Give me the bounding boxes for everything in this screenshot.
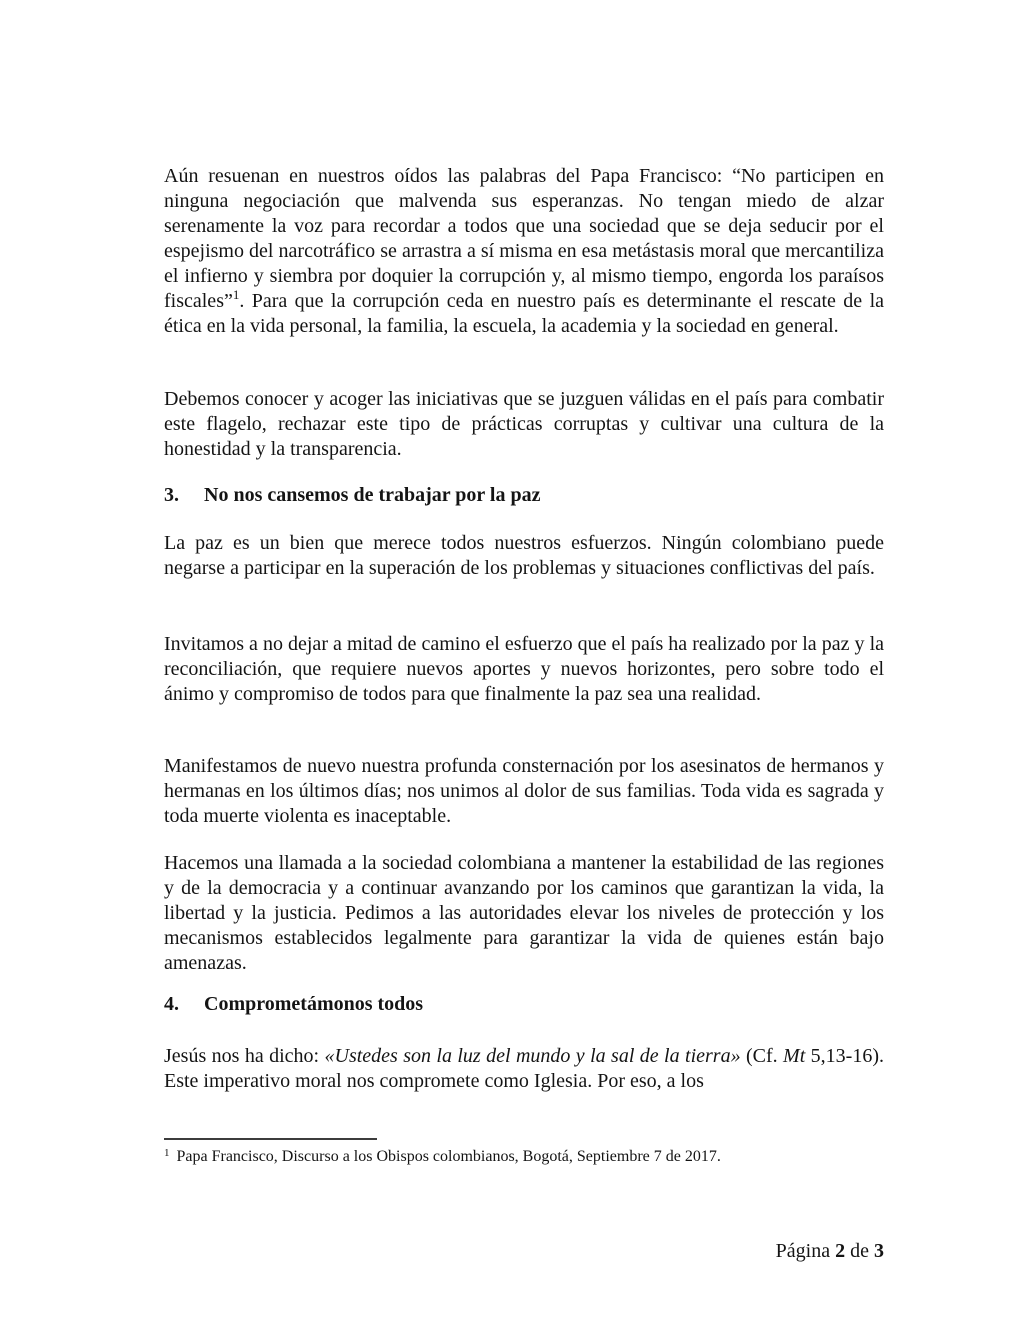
footnote-text: Papa Francisco, Discurso a los Obispos colombianos, Bogotá, Septiembre 7 de 2017. bbox=[176, 1148, 721, 1165]
paragraph-text: Aún resuenan en nuestros oídos las palabras del Papa Francisco: “No participen en ninguna negociación que malvenda sus esperanzas. No tengan miedo de alzar serenamente la voz para recordar a todos que una sociedad que se deja seducir por el espejismo del narcotráfico se arrastra a sí misma en esa metástasis moral que mercantiliza el infierno y siembra por doquier la corrupción y, al mismo tiempo, engorda los paraísos fiscales” bbox=[164, 165, 884, 312]
paragraph-invitamos: Invitamos a no dejar a mitad de camino el esfuerzo que el país ha realizado por la paz y la reconciliación, que requiere nuevos aportes y nuevos horizontes, pero sobre todo el ánimo y compromiso de todos para que finalmente la paz sea una realidad. bbox=[164, 633, 884, 705]
scripture-quote: «Ustedes son la luz del mundo y la sal de la tierra» bbox=[324, 1045, 741, 1067]
paragraph-text: 5,13-16). Este imperativo moral nos compromete como Iglesia. Por eso, a los bbox=[164, 1045, 884, 1092]
current-page-number: 2 bbox=[835, 1240, 846, 1262]
section-title: No nos cansemos de trabajar por la paz bbox=[204, 484, 541, 506]
section-number: 4. bbox=[164, 993, 179, 1015]
section-heading-3 bbox=[164, 483, 884, 508]
footnote-marker: 1 bbox=[164, 1147, 170, 1159]
footer-separator: de bbox=[850, 1240, 869, 1262]
footer-label: Página bbox=[775, 1240, 831, 1262]
section-number: 3. bbox=[164, 484, 179, 506]
paragraph-iniciativas: Debemos conocer y acoger las iniciativas que se juzguen válidas en el país para combatir este flagelo, rechazar este tipo de prácticas corruptas y cultivar una cultura de la honestidad y la transparencia. bbox=[164, 388, 884, 460]
paragraph-text: Jesús nos ha dicho: bbox=[164, 1045, 325, 1067]
page-footer bbox=[164, 1239, 884, 1264]
total-page-count: 3 bbox=[874, 1240, 884, 1262]
paragraph-manifestamos: Manifestamos de nuevo nuestra profunda consternación por los asesinatos de hermanos y hermanas en los últimos días; nos unimos al dolor de sus familias. Toda vida es sagrada y toda muerte violenta es inaceptable. bbox=[164, 755, 884, 827]
paragraph-hacemos: Hacemos una llamada a la sociedad colombiana a mantener la estabilidad de las regiones y de la democracia y a continuar avanzando por los caminos que garantizan la vida, la libertad y la justicia. Pedimos a las autoridades elevar los niveles de protección y los mecanismos establecidos legalmente para garantizar la vida de quienes están bajo amenazas. bbox=[164, 852, 884, 974]
footnote-reference-1: 1 bbox=[232, 287, 240, 302]
paragraph-text: . Para que la corrupción ceda en nuestro país es determinante el rescate de la ética en la vida personal, la familia, la escuela, la academia y la sociedad en general. bbox=[164, 290, 884, 337]
footnote bbox=[164, 1147, 884, 1167]
paragraph-jesus bbox=[164, 1044, 884, 1094]
footnote-separator-rule bbox=[164, 1138, 377, 1140]
paragraph-paz-bien: La paz es un bien que merece todos nuestros esfuerzos. Ningún colombiano puede negarse a participar en la superación de los problemas y situaciones conflictivas del país. bbox=[164, 532, 884, 579]
section-heading-4 bbox=[164, 992, 884, 1017]
section-title: Comprometámonos todos bbox=[204, 993, 424, 1015]
paragraph-text: (Cf. bbox=[740, 1045, 784, 1067]
book-abbreviation: Mt bbox=[783, 1045, 806, 1067]
paragraph-corrupcion bbox=[164, 164, 884, 339]
